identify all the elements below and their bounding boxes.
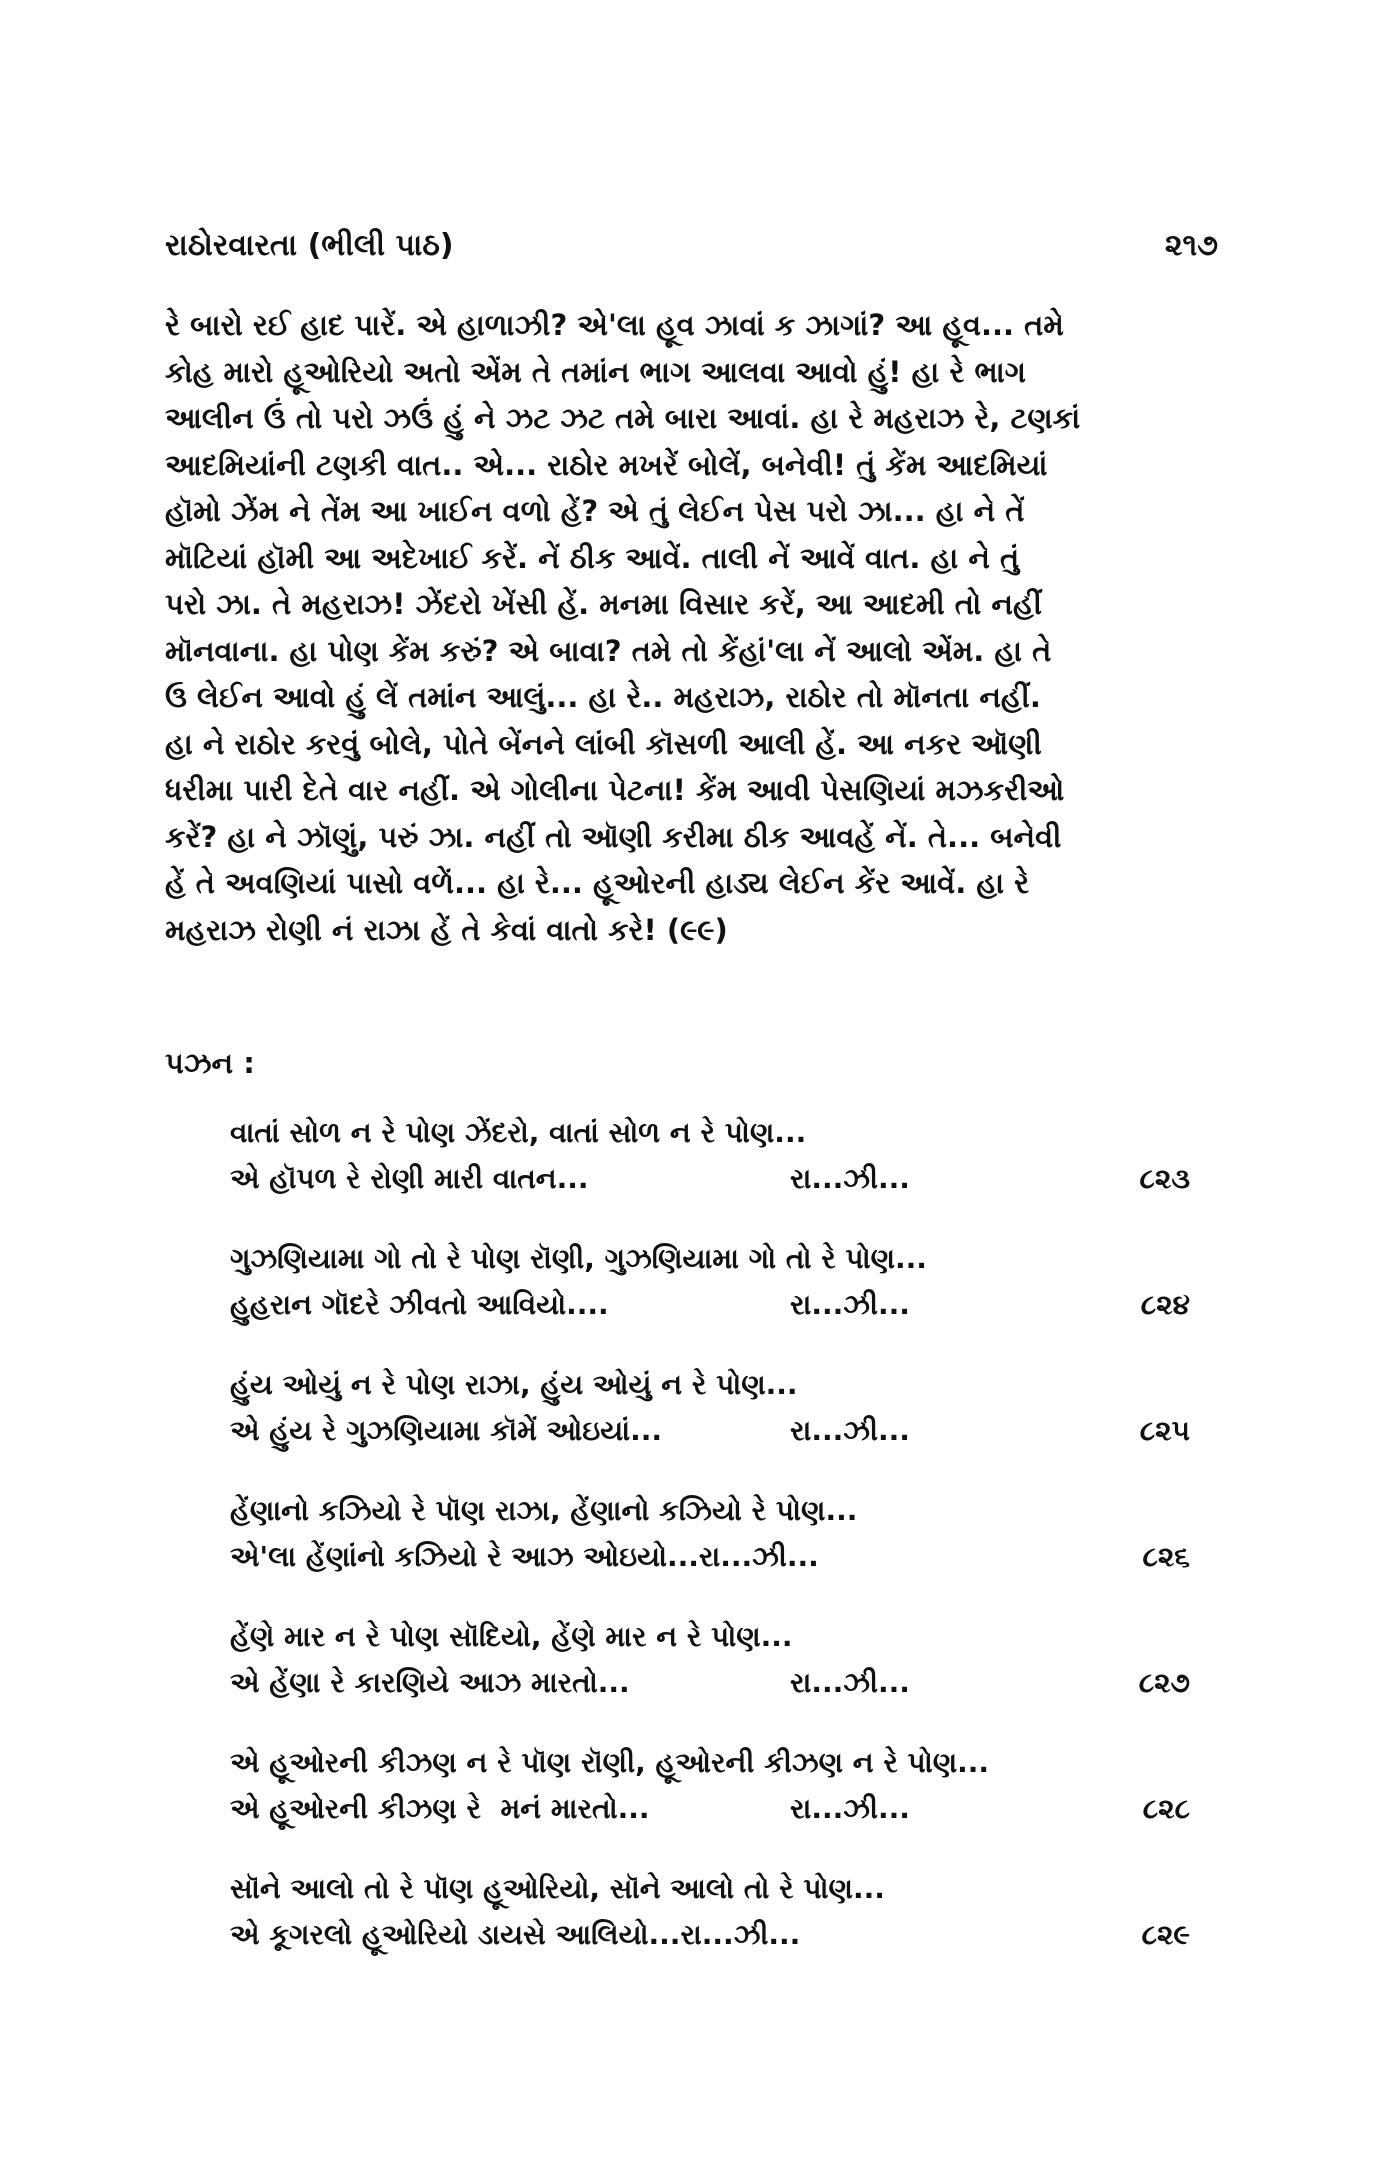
prose-line: મૉનવાના. હા પોણ કેંમ કરું? એ બાવા? તમે તો કેંહાં'લા નેં આલો એંમ. હા તે <box>165 633 1052 668</box>
stanza <box>230 1236 1190 1362</box>
verse-line <box>230 1156 1190 1202</box>
prose-paragraph <box>165 302 1210 953</box>
verse-text: વાતાં સોળ ન રે પોણ ઝેંદરો, વાતાં સોળ ન રે પોણ... <box>230 1116 807 1149</box>
verse-number: ૮૨૭ <box>1138 1666 1190 1699</box>
verse-text: એ કૂગરલો હૂઓરિયો ડાયસે આલિયો...રા...ઝી... <box>230 1918 801 1951</box>
refrain: રા...ઝી... <box>790 1414 910 1447</box>
verse-line <box>230 1488 1190 1534</box>
prose-line: ધરીમા પારી દેતે વાર નહીં. એ ગોલીના પેટના! કેંમ આવી પેસણિયાં મઝકરીઓ <box>165 773 1065 807</box>
verse-text: સૉને આલો તો રે પૉણ હૂઓરિયો, સૉને આલો તો રે પોણ... <box>230 1872 885 1905</box>
verse-line <box>230 1236 1190 1282</box>
verse-text: ગુઝણિયામા ગો તો રે પોણ રૉણી, ગુઝણિયામા ગો તો રે પોણ... <box>230 1242 927 1275</box>
prose-line: રે બારો રઈ હાદ પારેં. એ હાળાઝી? એ'લા હૂવ ઝાવાં ક ઝાગાં? આ હૂવ... તમે <box>165 308 1064 342</box>
prose-line: આલીન ઉં તો પરો ઝઉં હું ને ઝટ ઝટ તમે બારા આવાં. હા રે મહરાઝ રે, ટણકાં <box>165 401 1081 435</box>
verse-line <box>230 1110 1190 1156</box>
verse-text: એ હૂઓરની કીઝણ રે મનં મારતો... <box>230 1792 650 1825</box>
verse-list <box>230 1110 1190 1992</box>
verse-number: ૮૨૯ <box>1141 1918 1190 1951</box>
refrain: રા...ઝી... <box>790 1666 910 1699</box>
section-label: પઝન : <box>165 1046 255 1080</box>
verse-line <box>230 1786 1190 1832</box>
refrain: રા...ઝી... <box>790 1288 910 1321</box>
verse-text: હુહરાન ગૉદરે ઝીવતો આવિયો.... <box>230 1288 609 1321</box>
verse-number: ૮૨૪ <box>1140 1288 1190 1321</box>
prose-line: કોહ મારો હૂઓરિયો અતો એંમ તે તમાંન ભાગ આલવા આવો હું! હા રે ભાગ <box>165 354 1026 389</box>
verse-number: ૮૨૫ <box>1139 1414 1190 1447</box>
running-header <box>165 222 1218 268</box>
verse-line <box>230 1866 1190 1912</box>
verse-line <box>230 1282 1190 1328</box>
prose-line: કરેં? હા ને ઝૉણું, પરું ઝા. નહીં તો ઑણી કરીમા ઠીક આવહેં નેં. તે... બનેવી <box>165 819 1062 854</box>
verse-text: એ'લા હેંણાંનો કઝિયો રે આઝ ઓઇયો...રા...ઝી... <box>230 1540 819 1573</box>
stanza <box>230 1362 1190 1488</box>
stanza <box>230 1614 1190 1740</box>
refrain: રા...ઝી... <box>790 1792 910 1825</box>
prose-line: હા ને રાઠોર કરવું બોલે, પોતે બેંનને લાંબી કૉસળી આલી હેં. આ નકર ઑણી <box>165 726 1042 761</box>
verse-line <box>230 1660 1190 1706</box>
verse-text: એ હુંય રે ગુઝણિયામા કૉમેં ઓઇયાં... <box>230 1414 662 1447</box>
prose-line: ઉ લેઈન આવો હું લેં તમાંન આલું... હા રે.. મહરાઝ, રાઠોર તો મૉનતા નહીં. <box>165 680 1041 714</box>
verse-text: એ હેંણા રે કારણિયે આઝ મારતો... <box>230 1666 630 1699</box>
prose-line: મહરાઝ રોણી નં રાઝા હેં તે કેવાં વાતો કરે! (૯૯) <box>165 912 728 947</box>
verse-text: હેંણાનો કઝિયો રે પૉણ રાઝા, હેંણાનો કઝિયો રે પોણ... <box>230 1494 858 1527</box>
verse-text: એ હૉપળ રે રોણી મારી વાતન... <box>230 1162 589 1195</box>
verse-line <box>230 1912 1190 1958</box>
verse-line <box>230 1362 1190 1408</box>
verse-text: એ હૂઓરની કીઝણ ન રે પૉણ રૉણી, હૂઓરની કીઝણ ન રે પોણ... <box>230 1746 990 1779</box>
stanza <box>230 1740 1190 1866</box>
refrain: રા...ઝી... <box>790 1162 910 1195</box>
verse-number: ૮૨૮ <box>1142 1792 1190 1825</box>
prose-line: મૉટિયાં હૉમી આ અદેખાઈ કરેં. નેં ઠીક આવેં. તાલી નેં આવેં વાત. હા ને તું <box>165 540 1020 575</box>
running-title: રાઠોરવારતા (ભીલી પાઠ) <box>165 227 454 263</box>
verse-text: હુંય ઓયું ન રે પોણ રાઝા, હુંય ઓયું ન રે પોણ... <box>230 1368 798 1401</box>
stanza <box>230 1866 1190 1992</box>
verse-number: ૮૨૬ <box>1142 1540 1190 1573</box>
prose-line: પરો ઝા. તે મહરાઝ! ઝેંદરો ખેંસી હેં. મનમા વિસાર કરેં, આ આદમી તો નહીં <box>165 587 1042 621</box>
verse-line <box>230 1408 1190 1454</box>
verse-number: ૮૨૩ <box>1139 1162 1190 1195</box>
verse-line <box>230 1740 1190 1786</box>
stanza <box>230 1488 1190 1614</box>
prose-line: આદમિયાંની ટણકી વાત.. એ... રાઠોર મખરેં બોલેં, બનેવી! તું કેંમ આદમિયાં <box>165 447 1048 482</box>
page-number: ૨૧૭ <box>1164 227 1218 263</box>
prose-line: હેં તે અવણિયાં પાસો વળેં... હા રે... હૂઓરની હાડ્ય લેઈન કેંર આવેં. હા રે <box>165 866 1030 900</box>
verse-text: હેંણે માર ન રે પોણ સૉદિયો, હેંણે માર ન રે પોણ... <box>230 1620 793 1653</box>
verse-line <box>230 1614 1190 1660</box>
verse-line <box>230 1534 1190 1580</box>
prose-line: હૉમો ઝેંમ ને તેંમ આ ખાઈન વળો હેં? એ તું લેઈન પેસ પરો ઝા... હા ને તેં <box>165 494 1025 528</box>
stanza <box>230 1110 1190 1236</box>
